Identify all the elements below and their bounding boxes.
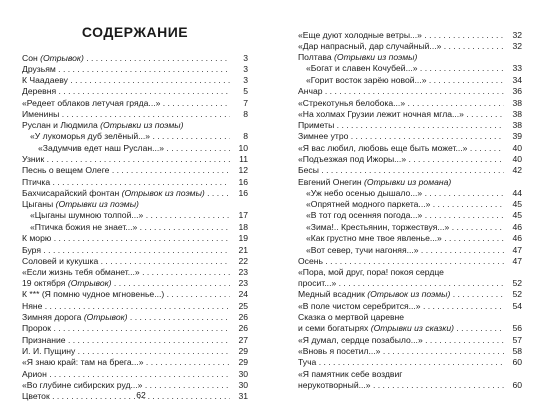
toc-entry-text: «Я вас любил, любовь еще быть может...» <box>298 143 468 153</box>
toc-entry-title <box>306 233 504 244</box>
toc-entry-text: «Вот север, тучи нагоняя...» <box>306 245 419 255</box>
toc-entry <box>22 301 248 312</box>
toc-entry-text: Медный всадник <box>298 289 368 299</box>
toc-entry-page: 8 <box>243 131 248 141</box>
toc-entry-page: 45 <box>512 210 522 220</box>
toc-entry-text: Пророк <box>22 323 52 333</box>
toc-entry-title <box>22 165 230 176</box>
toc-entry <box>298 41 522 52</box>
toc-entry-text: 19 октября <box>22 278 68 288</box>
toc-entry <box>22 165 248 176</box>
toc-entry-text: Соловей и кукушка <box>22 256 99 266</box>
toc-entry-title <box>22 256 230 267</box>
toc-entry-text: «На холмах Грузии лежит ночная мгла...» <box>298 109 464 119</box>
toc-entry-title <box>298 346 504 357</box>
toc-entry-page: 5 <box>243 86 248 96</box>
toc-entry-text: Сказка о мертвой царевне <box>298 312 405 322</box>
toc-entry <box>298 131 522 142</box>
toc-entry-title <box>298 369 504 380</box>
toc-entry-title <box>298 86 504 97</box>
toc-entry-page: 54 <box>512 301 522 311</box>
toc-entry-page: 25 <box>238 301 248 311</box>
toc-entry-note: (Отрывки из сказки) <box>370 323 454 333</box>
toc-entry-title <box>306 75 504 86</box>
toc-entry <box>22 346 248 357</box>
toc-entry <box>22 233 248 244</box>
toc-entry-title <box>22 98 230 109</box>
toc-entry-text: «В поле чистом серебрится...» <box>298 301 421 311</box>
toc-entry-page: 58 <box>512 346 522 356</box>
toc-entry-title <box>38 143 230 154</box>
toc-entry <box>298 335 522 346</box>
toc-entry-title <box>298 256 504 267</box>
toc-entry-text: Птичка <box>22 177 51 187</box>
toc-entry-text: Анчар <box>298 86 323 96</box>
toc-entry-title <box>298 120 504 131</box>
toc-entry <box>22 357 248 368</box>
toc-entry <box>298 301 522 312</box>
toc-entry-text: Бесы <box>298 165 319 175</box>
toc-entry-text: К Чаадаеву <box>22 75 68 85</box>
toc-entry-text: «Зима!.. Крестьянин, торжествуя...» <box>306 222 450 232</box>
toc-entry <box>22 98 248 109</box>
toc-entry-title <box>298 154 504 165</box>
toc-entry-text: Цветок <box>22 391 50 401</box>
toc-entry <box>298 312 522 323</box>
toc-entry-text: «Цыганы шумною толпой...» <box>30 210 144 220</box>
toc-entry-text: «Как грустно мне твое явленье...» <box>306 233 442 243</box>
toc-entry-page: 30 <box>238 380 248 390</box>
toc-entry-note: (Отрывок) <box>83 312 128 322</box>
toc-entry-page: 34 <box>512 75 522 85</box>
toc-entry-page: 44 <box>512 188 522 198</box>
toc-entry-title <box>22 278 230 289</box>
toc-entry-page: 31 <box>238 391 248 401</box>
toc-entry-title <box>22 346 230 357</box>
toc-entry <box>22 109 248 120</box>
toc-entry-page: 3 <box>243 75 248 85</box>
toc-entry-title <box>22 245 230 256</box>
toc-entry-page: 32 <box>512 41 522 51</box>
toc-entry <box>22 86 248 97</box>
toc-entry-text: «В тот год осенняя погода...» <box>306 210 423 220</box>
toc-entry-title <box>306 188 504 199</box>
toc-entry <box>306 233 522 244</box>
toc-entry-text: «У лукоморья дуб зелёный...» <box>30 131 151 141</box>
toc-entry-page: 47 <box>512 256 522 266</box>
toc-entry-text: Полтава <box>298 52 335 62</box>
toc-entry <box>298 323 522 334</box>
toc-entry-text: Сон <box>22 53 41 63</box>
toc-entry <box>22 267 248 278</box>
toc-entry-title <box>22 312 230 323</box>
toc-entry <box>306 63 522 74</box>
toc-entry-page: 52 <box>512 278 522 288</box>
toc-entry-title <box>22 86 230 97</box>
toc-entry-page: 60 <box>512 380 522 390</box>
toc-entry-page: 39 <box>512 131 522 141</box>
toc-entry-text: «Опрятней модного паркета...» <box>306 199 431 209</box>
toc-entry-text: «Я памятник себе воздвиг <box>298 369 403 379</box>
toc-entry-text: Зимнее утро <box>298 131 349 141</box>
toc-entry-text: «Я думал, сердце позабыло...» <box>298 335 423 345</box>
toc-entry-page: 29 <box>238 346 248 356</box>
toc-entry-title <box>22 391 230 402</box>
toc-entry <box>22 154 248 165</box>
toc-entry-text: К морю <box>22 233 52 243</box>
toc-entry-page: 23 <box>238 267 248 277</box>
toc-entry-page: 45 <box>512 199 522 209</box>
toc-entry-title <box>298 143 504 154</box>
toc-entry-title <box>298 380 504 391</box>
toc-entry-title <box>298 267 504 278</box>
toc-entry-text: Арион <box>22 369 47 379</box>
toc-entry-text: «Стрекотунья белобока...» <box>298 98 406 108</box>
toc-entry-page: 8 <box>243 109 248 119</box>
toc-entry-note: (Отрывки из поэмы) <box>334 52 418 62</box>
toc-entry-title <box>298 41 504 52</box>
toc-entry <box>298 278 522 289</box>
toc-entry-text: «Редеет облаков летучая гряда...» <box>22 98 161 108</box>
toc-entry-text: Евгений Онегин <box>298 177 365 187</box>
toc-entry-note: (Отрывок из поэмы) <box>121 188 205 198</box>
toc-entry-page: 27 <box>238 335 248 345</box>
toc-entry-title <box>22 188 230 199</box>
toc-entry-text: «Если жизнь тебя обманет...» <box>22 267 140 277</box>
toc-entry-text: нерукотворный...» <box>298 380 371 390</box>
toc-entry-note: (Отрывок) <box>40 53 84 63</box>
toc-entry <box>22 177 248 188</box>
toc-entry-title <box>22 335 230 346</box>
toc-entry-page: 18 <box>238 222 248 232</box>
toc-entry <box>298 357 522 368</box>
toc-entry <box>22 64 248 75</box>
toc-entry-text: И. И. Пущину <box>22 346 76 356</box>
toc-entry-title <box>298 289 504 300</box>
toc-entry-text: Признание <box>22 335 66 345</box>
toc-entry-title <box>22 53 230 64</box>
toc-entry <box>298 30 522 41</box>
toc-entry-page: 24 <box>238 289 248 299</box>
toc-entry-text: «Дар напрасный, дар случайный...» <box>298 41 442 51</box>
toc-entry-page: 22 <box>238 256 248 266</box>
toc-entry-page: 40 <box>512 143 522 153</box>
toc-entry <box>22 323 248 334</box>
toc-entry-page: 26 <box>238 323 248 333</box>
toc-entry-page: 32 <box>512 30 522 40</box>
toc-entry-title <box>22 120 230 131</box>
toc-entry <box>22 188 248 199</box>
toc-entry-page: 38 <box>512 109 522 119</box>
toc-entry-title <box>298 165 504 176</box>
toc-entry-note: (Отрывки из поэмы) <box>55 199 139 209</box>
toc-entry-title <box>22 380 230 391</box>
toc-entry-title <box>306 222 504 233</box>
toc-entry <box>22 53 248 64</box>
toc-entry-title <box>298 30 504 41</box>
toc-entry-text: Узник <box>22 154 45 164</box>
toc-entry-page: 36 <box>512 86 522 96</box>
toc-entry-page: 7 <box>243 98 248 108</box>
toc-entry-title <box>298 278 504 289</box>
toc-entry-text: «Богат и славен Кочубей...» <box>306 63 418 73</box>
toc-entry <box>298 86 522 97</box>
toc-entry <box>298 369 522 380</box>
toc-entry-title <box>30 210 230 221</box>
toc-entry-page: 33 <box>512 63 522 73</box>
toc-entry-title <box>22 233 230 244</box>
toc-entry-text: «Пора, мой друг, пора! покоя сердце <box>298 267 444 277</box>
toc-entry-text: «Еще дуют холодные ветры...» <box>298 30 422 40</box>
toc-entry <box>306 188 522 199</box>
toc-entry-page: 12 <box>238 165 248 175</box>
toc-entry-title <box>30 131 230 142</box>
toc-entry <box>22 245 248 256</box>
toc-entry-text: Цыганы <box>22 199 56 209</box>
toc-entry-text: Осень <box>298 256 323 266</box>
page-title: СОДЕРЖАНИЕ <box>81 24 189 40</box>
toc-entry <box>22 289 248 300</box>
toc-entry-text: «Я знаю край: там на брега...» <box>22 357 144 367</box>
toc-entry-page: 47 <box>512 245 522 255</box>
toc-entry-title <box>22 323 230 334</box>
toc-entry-page: 30 <box>238 369 248 379</box>
toc-entry-text: Буря <box>22 245 41 255</box>
toc-entry-title <box>22 301 230 312</box>
toc-entry-title <box>22 267 230 278</box>
toc-entry-page: 60 <box>512 357 522 367</box>
toc-entry-page: 46 <box>512 233 522 243</box>
toc-entry-title <box>298 177 504 188</box>
toc-entry-title <box>298 335 504 346</box>
toc-entry-note: (Отрывок из поэмы) <box>367 289 451 299</box>
toc-entry-title <box>298 323 504 334</box>
toc-entry <box>38 143 248 154</box>
toc-entry <box>298 154 522 165</box>
toc-entry-text: Друзьям <box>22 64 56 74</box>
toc-entry-page: 16 <box>238 177 248 187</box>
toc-entry-page: 17 <box>238 210 248 220</box>
toc-entry-text: «Вновь я посетил...» <box>298 346 381 356</box>
toc-entry <box>306 222 522 233</box>
toc-entry-title <box>22 154 230 165</box>
toc-entry <box>306 245 522 256</box>
toc-entry <box>30 210 248 221</box>
toc-entry-title <box>298 109 504 120</box>
toc-entry <box>298 380 522 391</box>
toc-entry-text: Бахчисарайский фонтан <box>22 188 122 198</box>
toc-entry-page: 10 <box>238 143 248 153</box>
toc-entry <box>298 52 522 63</box>
toc-entry <box>298 120 522 131</box>
toc-entry-text: «Уж небо осенью дышало...» <box>306 188 423 198</box>
toc-entry-title <box>22 289 230 300</box>
toc-entry-page: 52 <box>512 289 522 299</box>
toc-entry-page: 46 <box>512 222 522 232</box>
toc-entry <box>298 143 522 154</box>
toc-entry-text: «Горит восток зарёю новой...» <box>306 75 427 85</box>
toc-entry-page: 26 <box>238 312 248 322</box>
toc-entry-page: 40 <box>512 154 522 164</box>
toc-entry-title <box>298 131 504 142</box>
toc-entry-text: просит...» <box>298 278 337 288</box>
toc-entry-note: (Отрывок) <box>67 278 112 288</box>
toc-entry-text: Песнь о вещем Олеге <box>22 165 110 175</box>
toc-entry <box>298 346 522 357</box>
toc-entry <box>30 222 248 233</box>
toc-entry-text: К *** (Я помню чудное мгновенье...) <box>22 289 165 299</box>
toc-entry-page: 11 <box>239 154 248 164</box>
toc-entry-title <box>22 109 230 120</box>
toc-entry-text: Няне <box>22 301 43 311</box>
toc-entry-title <box>22 369 230 380</box>
toc-entry-text: Зимняя дорога <box>22 312 84 322</box>
toc-entry-page: 3 <box>243 53 248 63</box>
toc-entry-page: 19 <box>238 233 248 243</box>
toc-entry <box>22 312 248 323</box>
toc-entry-title <box>22 75 230 86</box>
toc-entry-title <box>298 312 504 323</box>
toc-entry-page: 38 <box>512 120 522 130</box>
toc-entry <box>306 75 522 86</box>
toc-entry-page: 57 <box>512 335 522 345</box>
toc-entry-text: «Задумчив едет наш Руслан...» <box>38 143 165 153</box>
toc-entry-title <box>306 199 504 210</box>
toc-entry-text: «Во глубине сибирских руд...» <box>22 380 143 390</box>
toc-entry <box>298 289 522 300</box>
toc-entry-title <box>22 199 230 210</box>
toc-entry <box>22 256 248 267</box>
toc-entry-text: Приметы <box>298 120 335 130</box>
toc-entry <box>298 267 522 278</box>
toc-entry <box>298 165 522 176</box>
toc-entry-page: 38 <box>512 98 522 108</box>
toc-entry-note: (Отрывки из поэмы) <box>100 120 184 130</box>
toc-entry-page: 42 <box>512 165 522 175</box>
toc-entry <box>306 210 522 221</box>
toc-entry-page: 16 <box>238 188 248 198</box>
toc-entry-page: 29 <box>238 357 248 367</box>
toc-entry-title <box>306 210 504 221</box>
toc-entry <box>22 120 248 131</box>
toc-entry <box>22 335 248 346</box>
toc-entry-text: Туча <box>298 357 317 367</box>
toc-entry-text: Руслан и Людмила <box>22 120 101 130</box>
toc-entry <box>298 256 522 267</box>
toc-entry-page: 23 <box>238 278 248 288</box>
toc-entry-text: Именины <box>22 109 60 119</box>
toc-entry <box>22 369 248 380</box>
toc-entry-title <box>298 301 504 312</box>
toc-entry-text: «Птичка божия не знает...» <box>30 222 138 232</box>
toc-entry-page: 56 <box>512 323 522 333</box>
toc-entry <box>298 109 522 120</box>
toc-entry <box>22 199 248 210</box>
toc-entry <box>298 98 522 109</box>
toc-entry-title <box>30 222 230 233</box>
toc-entry-text: «Подъезжая под Ижоры...» <box>298 154 407 164</box>
toc-entry <box>22 75 248 86</box>
toc-entry-text: и семи богатырях <box>298 323 371 333</box>
toc-entry <box>298 177 522 188</box>
toc-entry-note: (Отрывки из романа) <box>364 177 452 187</box>
toc-entry-title <box>22 64 230 75</box>
toc-entry-title <box>306 63 504 74</box>
toc-entry-title <box>298 357 504 368</box>
toc-entry-title <box>22 177 230 188</box>
toc-entry-title <box>298 52 504 63</box>
toc-entry-page: 3 <box>243 64 248 74</box>
toc-entry-title <box>306 245 504 256</box>
toc-entry <box>22 278 248 289</box>
page-number: 62 <box>136 390 146 400</box>
toc-entry-title <box>22 357 230 368</box>
toc-entry <box>306 199 522 210</box>
toc-entry-page: 21 <box>238 245 248 255</box>
toc-entry-text: Деревня <box>22 86 57 96</box>
toc-entry-title <box>298 98 504 109</box>
toc-entry <box>30 131 248 142</box>
